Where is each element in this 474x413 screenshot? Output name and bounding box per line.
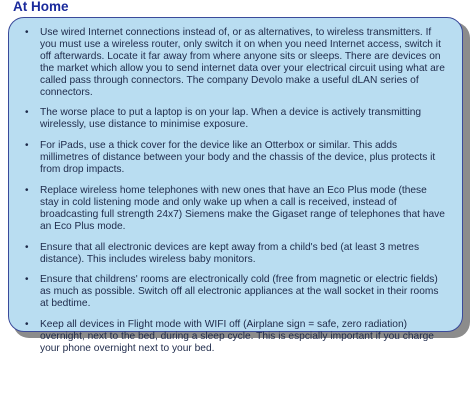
- bullet-icon: •: [25, 319, 29, 331]
- section-heading: At Home: [13, 0, 69, 14]
- bullet-icon: •: [25, 184, 29, 196]
- list-item: [9, 242, 448, 266]
- bullet-icon: •: [25, 140, 29, 152]
- bullet-icon: •: [25, 27, 29, 38]
- list-item-text: Ensure that all electronic devices are kept away from a child's bed (at least 3 metres distance). This includes wireless baby monitors.: [40, 241, 420, 265]
- list-item: [9, 274, 448, 310]
- list-item-text: Ensure that childrens' rooms are electronically cold (free from magnetic or electric fields) as much as possible. Switch off all electronic appliances at the wall socket in their rooms at bedtime.: [40, 274, 439, 310]
- list-item-text: Replace wireless home telephones with new ones that have an Eco Plus mode (these stay in cold listening mode and only wake up when a call is received, instead of broadcasting full strength 24x7) Siemens make the Gigaset range of telephones that have an Eco Plus mode.: [40, 184, 445, 232]
- list-item-text: The worse place to put a laptop is on your lap. When a device is actively transmitting wirelessly, use distance to minimise exposure.: [40, 107, 422, 131]
- list-item-text: For iPads, use a thick cover for the device like an Otterbox or similar. This adds millimetres of distance between your body and the chassis of the device, plus protects it from drop impacts.: [40, 140, 436, 176]
- bullet-icon: •: [25, 241, 29, 253]
- list-item-text: Keep all devices in Flight mode with WIFI off (Airplane sign = safe, zero radiation) overnight, next to the bed, during a sleep cycle. This is espcially important if you charge your phone overnight next to your bed.: [40, 319, 434, 354]
- bullet-icon: •: [25, 107, 29, 119]
- list-item: [9, 140, 448, 176]
- bullet-icon: •: [25, 274, 29, 286]
- list-item: [9, 27, 448, 98]
- bullet-list: [9, 18, 462, 355]
- list-item-text: Use wired Internet connections instead of, or as alternatives, to wireless transmitters. If you must use a wireless router, only switch it on when you need Internet access, switch it off afterwards. Locate it far away from where anyone sits or sleeps. There are devices on the market which allow you to send internet data over your electrical circuit using what are called pass through connectors. The company Devolo make a useful dLAN series of connectors.: [40, 27, 445, 98]
- list-item: [9, 107, 448, 131]
- callout-box: [8, 17, 463, 354]
- list-item: [9, 185, 448, 233]
- list-item: [9, 319, 448, 355]
